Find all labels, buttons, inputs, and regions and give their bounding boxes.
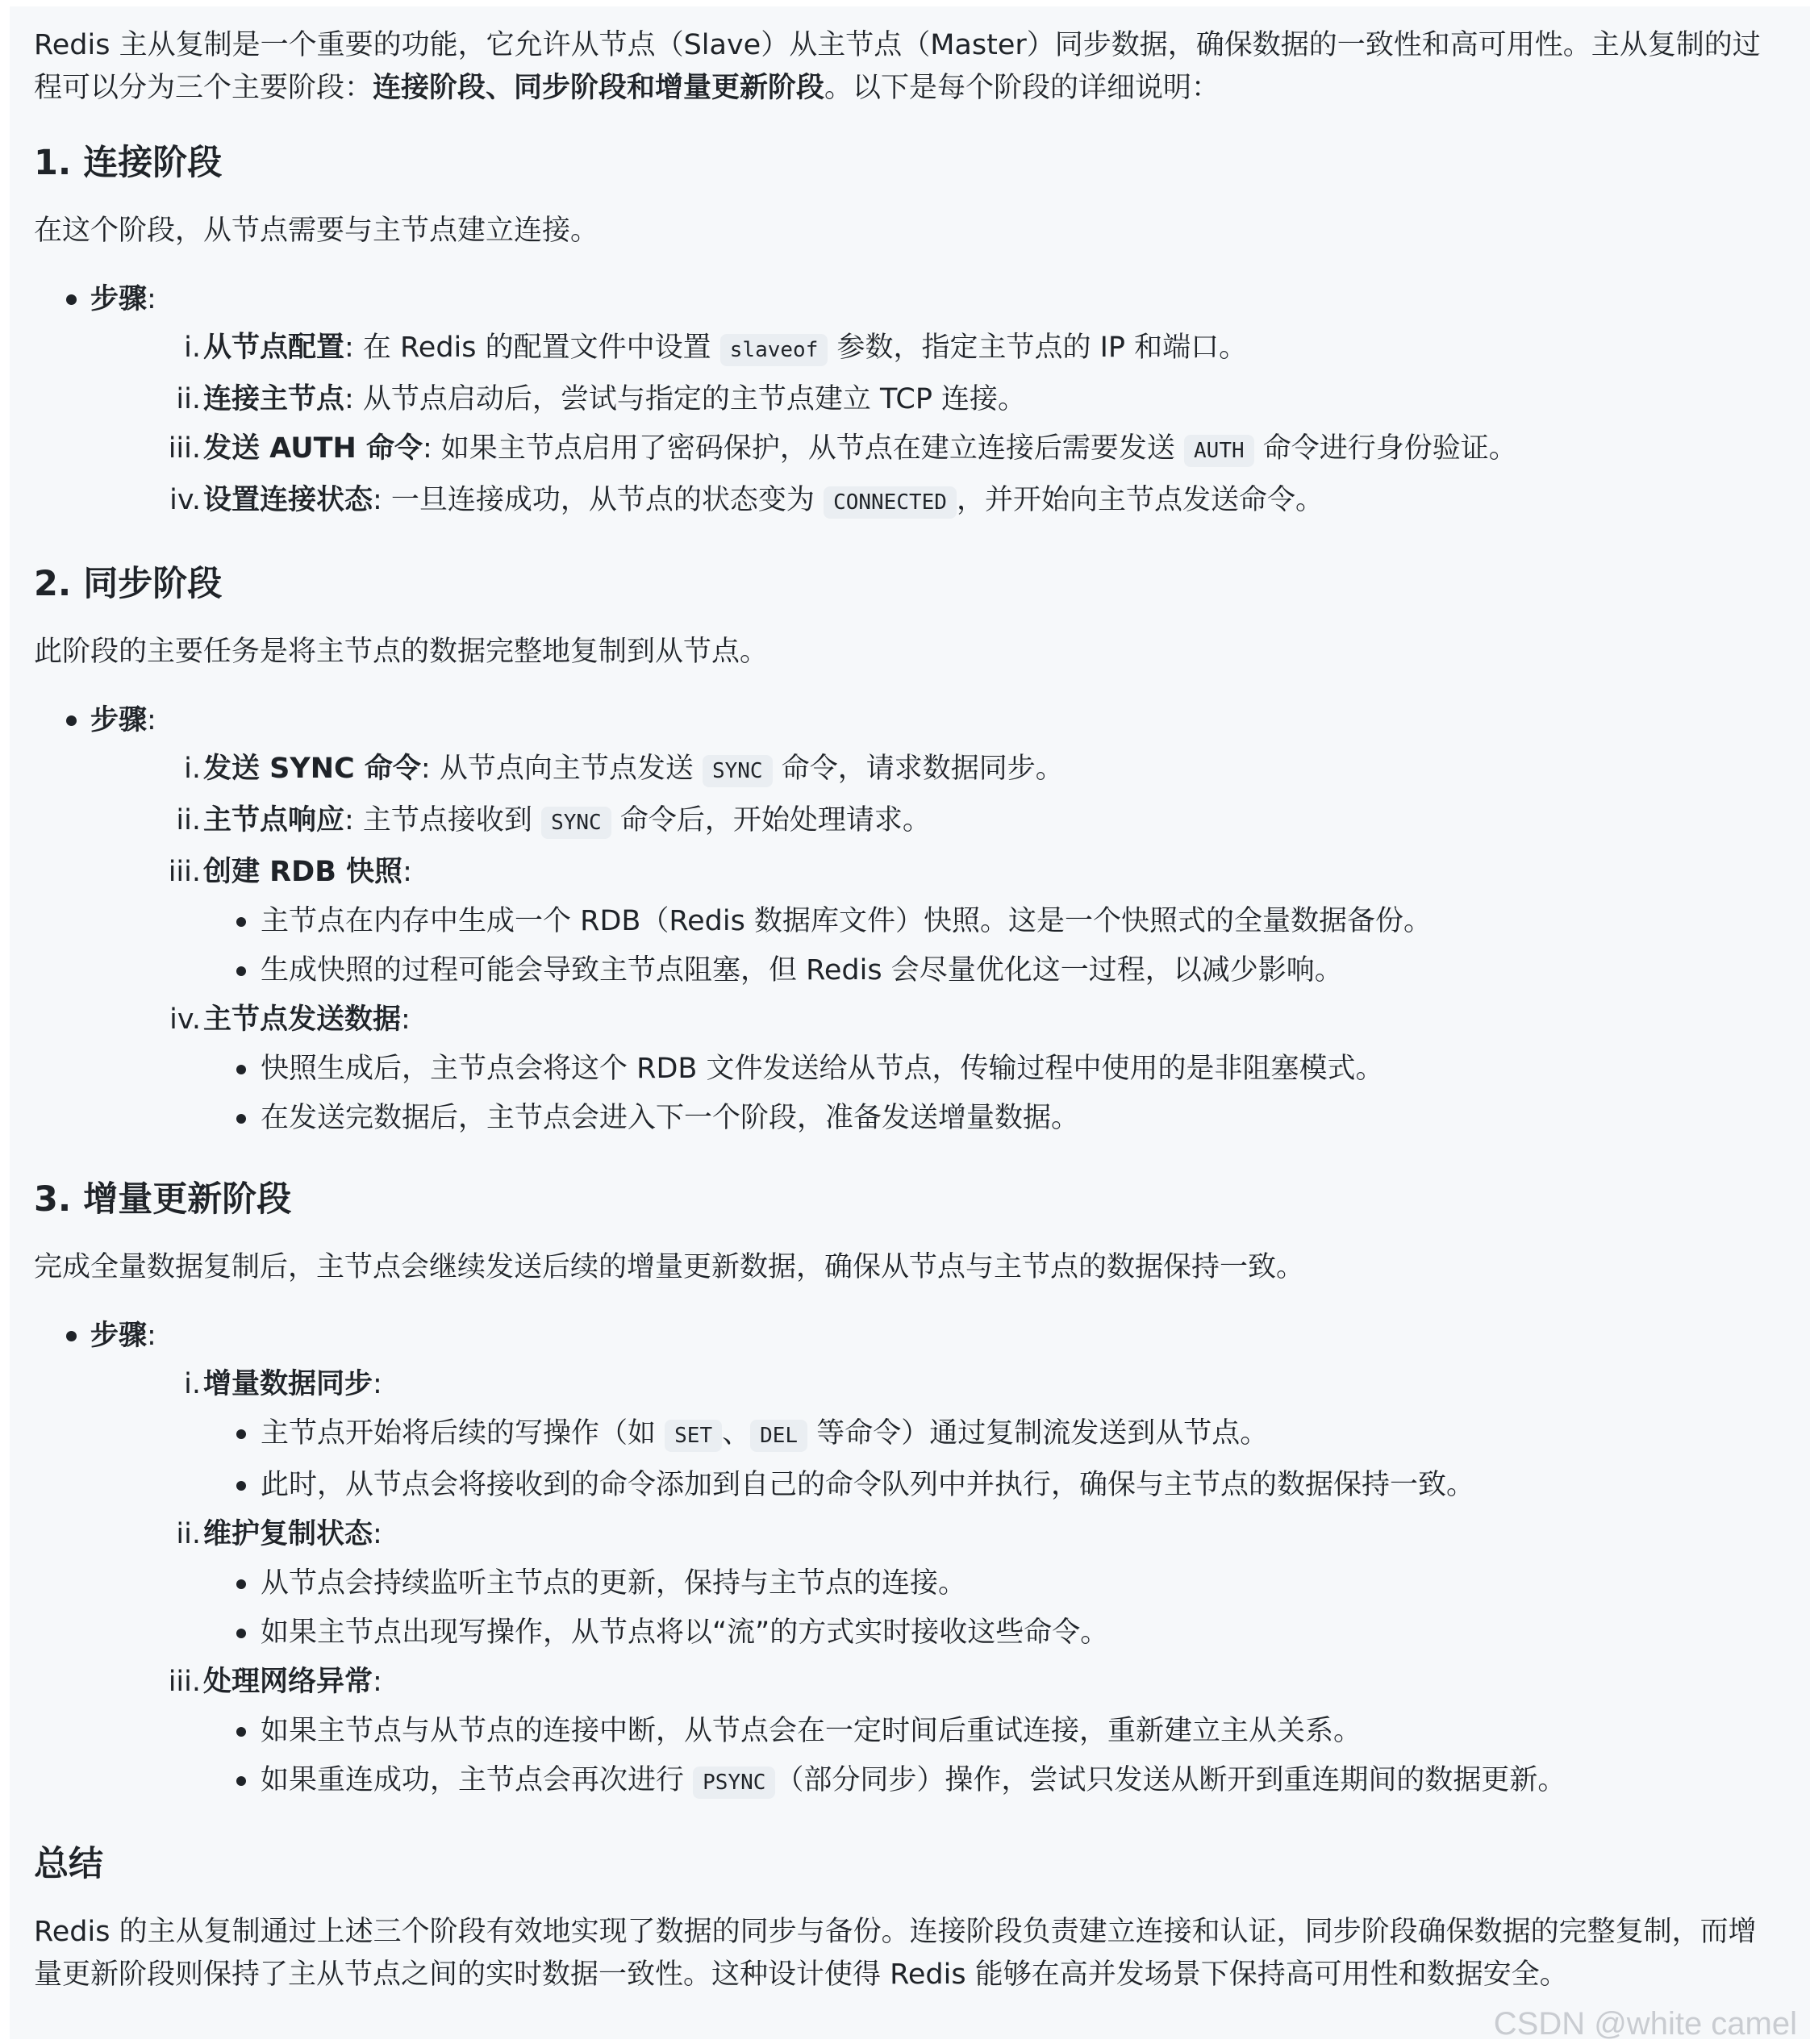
sub-bullet: 主节点在内存中生成一个 RDB（Redis 数据库文件）快照。这是一个快照式的全量数据备份。 (90, 897, 1776, 946)
section-2-title: 2. 同步阶段 (34, 564, 223, 604)
section-3-list (34, 1312, 1776, 1808)
steps-item: 步骤: i. 从节点配置: 在 Redis 的配置文件中设置 slaveof 参数，指定主节点的 IP 和端口。 ii. 连接主节点: 从节点启动后，尝试与指定的主节点建立 TCP 连接。 iii. 发送 AUTH 命令: 如果主节点启用了密码保护，从节点在建立连接后需要发送 AUTH 命令进行身份验证。 iv. 设置连接状态: 一旦连接成功，从节点的状态变为 CONNECTED ，并开始向主节点发送命令。 (34, 275, 1776, 528)
code-inline: PSYNC (693, 1767, 775, 1799)
code-inline: SYNC (541, 807, 611, 839)
steps-item: 步骤: i. 增量数据同步: 主节点开始将后续的写操作（如 SET 、 DEL 等命令）通过复制流发送到从节点。 此时，从节点会将接收到的命令添加到自己的命令队列中并执行，确保与主节点的数据保持一致。 ii. 维护复制状态: 从节点会持续监听主节点的更新，保持与主节点的连接。 如果主节点出现写操作，从节点将以“流”的方式实时接收这些命令。 iii. 处理网络异常: 如果主节点与从节点的连接中断，从节点会在一定时间后重试连接，重新建立主从关系。 如果重连成功，主节点会再次进行 PSYNC （部分同步）操作，尝试只发送从断开到重连期间的数据更新。 (34, 1312, 1776, 1808)
sub-bullet: 如果主节点与从节点的连接中断，从节点会在一定时间后重试连接，重新建立主从关系。 (90, 1707, 1776, 1756)
code-inline: slaveof (720, 334, 828, 366)
code-inline: SYNC (703, 755, 773, 787)
section-2-list (34, 696, 1776, 1143)
step-item: ii. 主节点响应: 主节点接收到 SYNC 命令后，开始处理请求。 (90, 796, 1776, 848)
step-item: ii. 维护复制状态: (176, 1518, 382, 1550)
section-3-desc: 完成全量数据复制后，主节点会继续发送后续的增量更新数据，确保从节点与主节点的数据保持一致。 (34, 1251, 1305, 1283)
intro-paragraph: Redis 主从复制是一个重要的功能，它允许从节点（Slave）从主节点（Master）同步数据，确保数据的一致性和高可用性。主从复制的过程可以分为三个主要阶段：连接阶段、同步阶段和增量更新阶段。以下是每个阶段的详细说明： (34, 29, 1761, 104)
intro-bold: 连接阶段、同步阶段和增量更新阶段 (373, 72, 825, 104)
sub-bullet: 生成快照的过程可能会导致主节点阻塞，但 Redis 会尽量优化这一过程，以减少影响。 (90, 946, 1776, 995)
section-2-desc: 此阶段的主要任务是将主节点的数据完整地复制到从节点。 (34, 636, 769, 668)
sub-bullet: 如果主节点出现写操作，从节点将以“流”的方式实时接收这些命令。 (90, 1608, 1776, 1658)
section-3-title: 3. 增量更新阶段 (34, 1179, 292, 1220)
step-item: i. 从节点配置: 在 Redis 的配置文件中设置 slaveof 参数，指定主节点的 IP 和端口。 (90, 323, 1776, 375)
code-inline: DEL (750, 1420, 807, 1452)
code-inline: SET (665, 1420, 722, 1452)
section-1-title: 1. 连接阶段 (34, 143, 223, 183)
sub-bullet: 在发送完数据后，主节点会进入下一个阶段，准备发送增量数据。 (90, 1094, 1776, 1143)
step-item: ii. 连接主节点: 从节点启动后，尝试与指定的主节点建立 TCP 连接。 (176, 383, 1027, 415)
summary-title: 总结 (34, 1844, 103, 1884)
sub-bullet: 此时，从节点会将接收到的命令添加到自己的命令队列中并执行，确保与主节点的数据保持一致。 (90, 1461, 1776, 1510)
section-3-steps (90, 1360, 1776, 1808)
section-1-list (34, 275, 1776, 528)
code-inline: AUTH (1184, 435, 1254, 467)
section-1-desc: 在这个阶段，从节点需要与主节点建立连接。 (34, 215, 599, 247)
step-item: iv. 设置连接状态: 一旦连接成功，从节点的状态变为 CONNECTED ，并开始向主节点发送命令。 (90, 476, 1776, 528)
section-1-steps (90, 323, 1776, 528)
sub-bullet: 从节点会持续监听主节点的更新，保持与主节点的连接。 (90, 1559, 1776, 1608)
code-inline: CONNECTED (824, 486, 957, 519)
watermark: CSDN @white camel (1493, 2006, 1797, 2042)
sub-bullet: 快照生成后，主节点会将这个 RDB 文件发送给从节点，传输过程中使用的是非阻塞模式。 (90, 1045, 1776, 1094)
step-item: iii. 创建 RDB 快照: (168, 856, 412, 888)
step-item: i. 发送 SYNC 命令: 从节点向主节点发送 SYNC 命令，请求数据同步。 (90, 745, 1776, 796)
steps-item: 步骤: i. 发送 SYNC 命令: 从节点向主节点发送 SYNC 命令，请求数据同步。 ii. 主节点响应: 主节点接收到 SYNC 命令后，开始处理请求。 iii. 创建 RDB 快照: 主节点在内存中生成一个 RDB（Redis 数据库文件）快照。这是一个快照式的全量数据备份。 生成快照的过程可能会导致主节点阻塞，但 Redis 会尽量优化这一过程，以减少影响。 iv. 主节点发送数据: 快照生成后，主节点会将这个 RDB 文件发送给从节点，传输过程中使用的是非阻塞模式。 在发送完数据后，主节点会进入下一个阶段，准备发送增量数据。 (34, 696, 1776, 1143)
sub-bullet: 主节点开始将后续的写操作（如 SET 、 DEL 等命令）通过复制流发送到从节点。 (90, 1409, 1776, 1461)
section-2-steps (90, 745, 1776, 1143)
step-item: iii. 发送 AUTH 命令: 如果主节点启用了密码保护，从节点在建立连接后需要发送 AUTH 命令进行身份验证。 (90, 424, 1776, 476)
summary-text: Redis 的主从复制通过上述三个阶段有效地实现了数据的同步与备份。连接阶段负责建立连接和认证，同步阶段确保数据的完整复制，而增量更新阶段则保持了主从节点之间的实时数据一致性。这种设计使得 Redis 能够在高并发场景下保持高可用性和数据安全。 (34, 1916, 1757, 1991)
step-item: i. 增量数据同步: (184, 1368, 382, 1400)
step-item: iv. 主节点发送数据: (169, 1003, 411, 1036)
step-item: iii. 处理网络异常: (168, 1666, 382, 1698)
sub-bullet: 如果重连成功，主节点会再次进行 PSYNC （部分同步）操作，尝试只发送从断开到重连期间的数据更新。 (90, 1756, 1776, 1808)
article-body (10, 6, 1810, 2039)
